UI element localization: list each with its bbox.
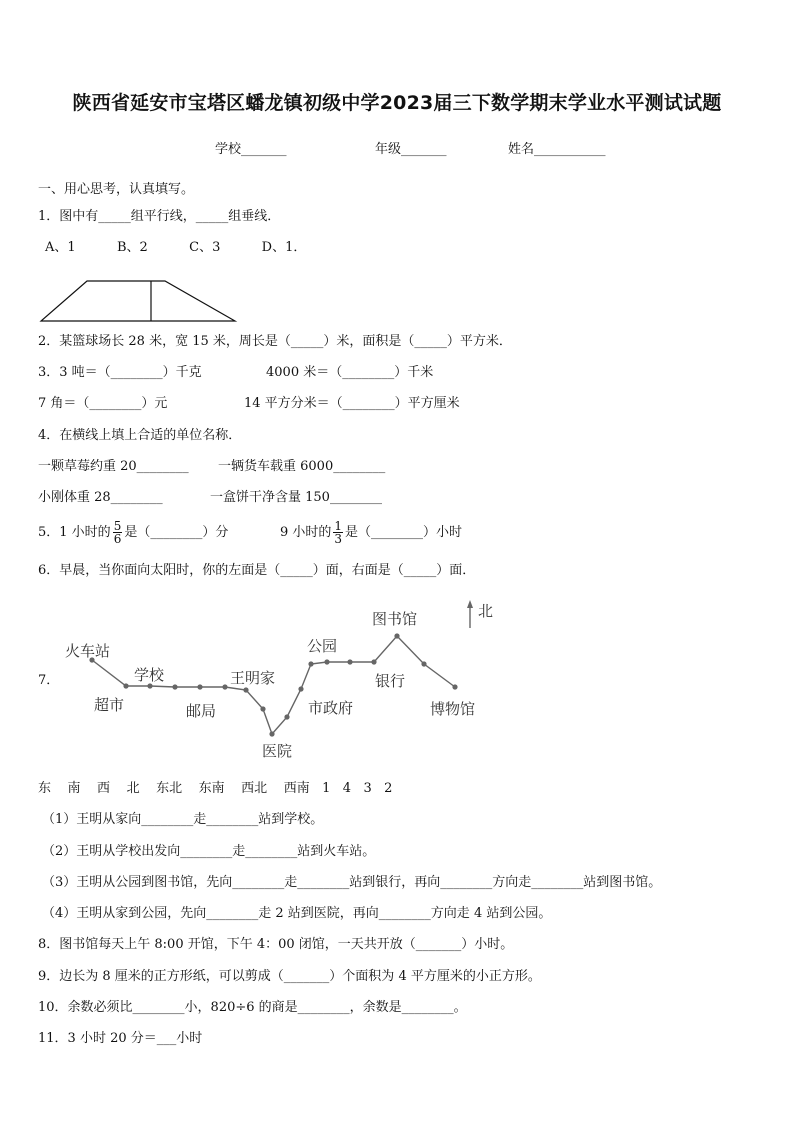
fraction-5-6: $\frac{5}{6}$ — [113, 519, 122, 546]
label-bank: 银行 — [375, 672, 406, 690]
q7-sub1: （1）王明从家向________走________站到学校。 — [42, 812, 324, 827]
question-3a: 3．3 吨＝（________）千克 — [38, 365, 202, 380]
question-4: 4．在横线上填上合适的单位名称． — [38, 428, 242, 443]
question-5b — [280, 516, 462, 550]
q5-post2: 是（________）小时 — [345, 525, 463, 540]
school-field[interactable]: 学校_______ — [215, 142, 287, 157]
question-1-options: A、1 B、2 C、3 D、1． — [45, 240, 307, 255]
question-4c: 小刚体重 28________ — [38, 490, 163, 505]
name-field[interactable]: 姓名___________ — [508, 142, 606, 157]
label-hospital: 医院 — [262, 742, 293, 760]
label-city-govt: 市政府 — [308, 699, 354, 717]
question-4a: 一颗草莓约重 20________ — [38, 459, 189, 474]
q5-pre2: 9 小时的 — [280, 525, 332, 540]
label-museum: 博物馆 — [430, 700, 476, 718]
question-11: 11．3 小时 20 分＝___小时 — [38, 1031, 203, 1046]
question-4b: 一辆货车载重 6000________ — [218, 459, 386, 474]
question-10: 10．余数必须比________小，820÷6 的商是________，余数是________。 — [38, 1000, 467, 1015]
question-3b: 4000 米＝（________）千米 — [266, 365, 434, 380]
question-2: 2．某篮球场长 28 米，宽 15 米，周长是（_____）米，面积是（_____）平方米． — [38, 334, 512, 349]
label-supermarket: 超市 — [94, 696, 125, 714]
page-title: 陕西省延安市宝塔区蟠龙镇初级中学2023届三下数学期末学业水平测试试题 — [72, 92, 722, 114]
grade-field[interactable]: 年级_______ — [375, 142, 447, 157]
question-4d: 一盒饼干净含量 150________ — [210, 490, 382, 505]
section-heading: 一、用心思考，认真填写。 — [38, 182, 195, 197]
label-school: 学校 — [134, 666, 165, 684]
question-8: 8．图书馆每天上午 8:00 开馆，下午 4：00 闭馆，一天共开放（_______）小时。 — [38, 937, 514, 952]
question-6: 6．早晨，当你面向太阳时，你的左面是（_____）面，右面是（_____）面． — [38, 563, 476, 578]
label-wangming-home: 王明家 — [230, 669, 276, 687]
question-7-number: 7． — [38, 673, 60, 688]
label-park: 公园 — [307, 637, 338, 655]
question-9: 9．边长为 8 厘米的正方形纸，可以剪成（_______）个面积为 4 平方厘米的小正方形。 — [38, 969, 541, 984]
q7-sub2: （2）王明从学校出发向________走________站到火车站。 — [42, 844, 376, 859]
q7-sub4: （4）王明从家到公园，先向________走 2 站到医院，再向________方向走 4 站到公园。 — [42, 906, 552, 921]
q5-pre1: 5．1 小时的 — [38, 525, 111, 540]
north-arrow-label: 北 — [478, 602, 494, 620]
question-3d: 14 平方分米＝（________）平方厘米 — [244, 396, 460, 411]
question-3c: 7 角＝（________）元 — [38, 396, 168, 411]
question-5 — [38, 516, 228, 550]
question-1: 1．图中有_____组平行线，_____组垂线． — [38, 209, 281, 224]
trapezoid-figure — [38, 278, 238, 326]
q5-post1: 是（________）分 — [124, 525, 229, 540]
q7-sub3: （3）王明从公园到图书馆，先向________走________站到银行，再向________方向走________站到图书馆。 — [42, 875, 662, 890]
label-library: 图书馆 — [372, 610, 418, 628]
label-post-office: 邮局 — [186, 702, 217, 720]
label-train-station: 火车站 — [65, 642, 111, 660]
fraction-1-3: $\frac{1}{3}$ — [334, 519, 343, 546]
q7-word-bank: 东 南 西 北 东北 东南 西北 西南 1 4 3 2 — [38, 781, 393, 796]
